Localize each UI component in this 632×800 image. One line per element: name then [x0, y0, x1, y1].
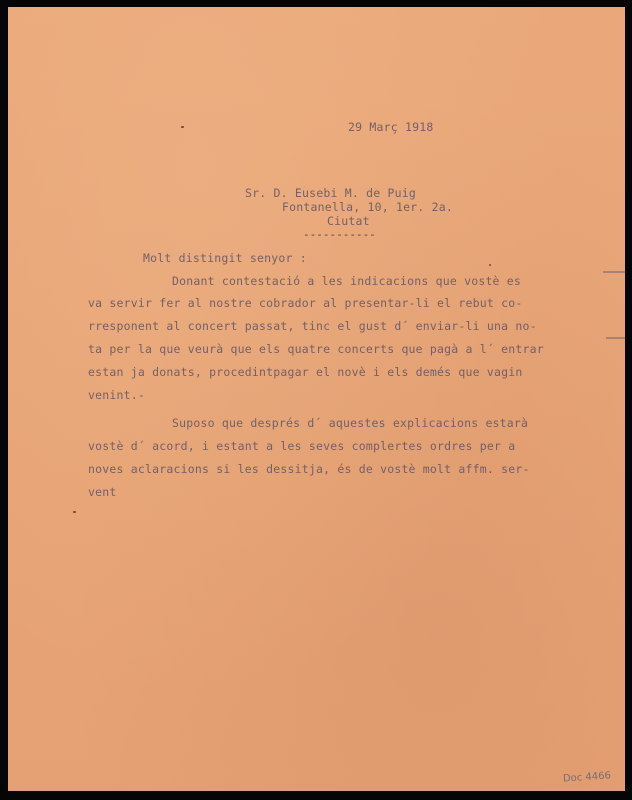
ink-speck	[73, 511, 76, 513]
body-line: venint.-	[88, 388, 145, 402]
archive-doc-id: Doc 4466	[562, 770, 612, 785]
closing-line: vent	[88, 485, 117, 499]
body-line: Donant contestació a les indicacions que vostè es	[172, 274, 522, 288]
letter-date: 29 Març 1918	[348, 120, 434, 134]
address-line-street: Fontanella, 10, 1er. 2a.	[282, 200, 453, 214]
ink-speck	[181, 126, 184, 128]
closing-line: vostè d´ acord, i estant a les seves complertes ordres per a	[88, 439, 516, 453]
paper-edge-mark	[603, 271, 625, 273]
body-line: va servir fer al nostre cobrador al presentar-li el rebut co-	[88, 296, 523, 310]
paper-edge-mark	[606, 337, 625, 339]
address-line-city: Ciutat	[327, 214, 370, 228]
body-line: ta per la que veurà que els quatre concerts que pagà a l´ entrar	[88, 342, 544, 356]
closing-line: Suposo que després d´ aquestes explicacions estarà	[172, 416, 529, 430]
body-line: rresponent al concert passat, tinc el gust d´ enviar-li una no-	[88, 319, 537, 333]
closing-line: noves aclaracions si les dessitja, és de vostè molt affm. ser-	[88, 462, 530, 476]
body-line: estan ja donats, procedintpagar el novè i els demés que vagin	[88, 365, 523, 379]
address-line-recipient: Sr. D. Eusebi M. de Puig	[245, 186, 416, 200]
address-underline: -----------	[303, 228, 376, 241]
ink-speck	[489, 264, 491, 266]
salutation: Molt distingit senyor :	[143, 251, 307, 265]
letter-page	[8, 7, 625, 791]
